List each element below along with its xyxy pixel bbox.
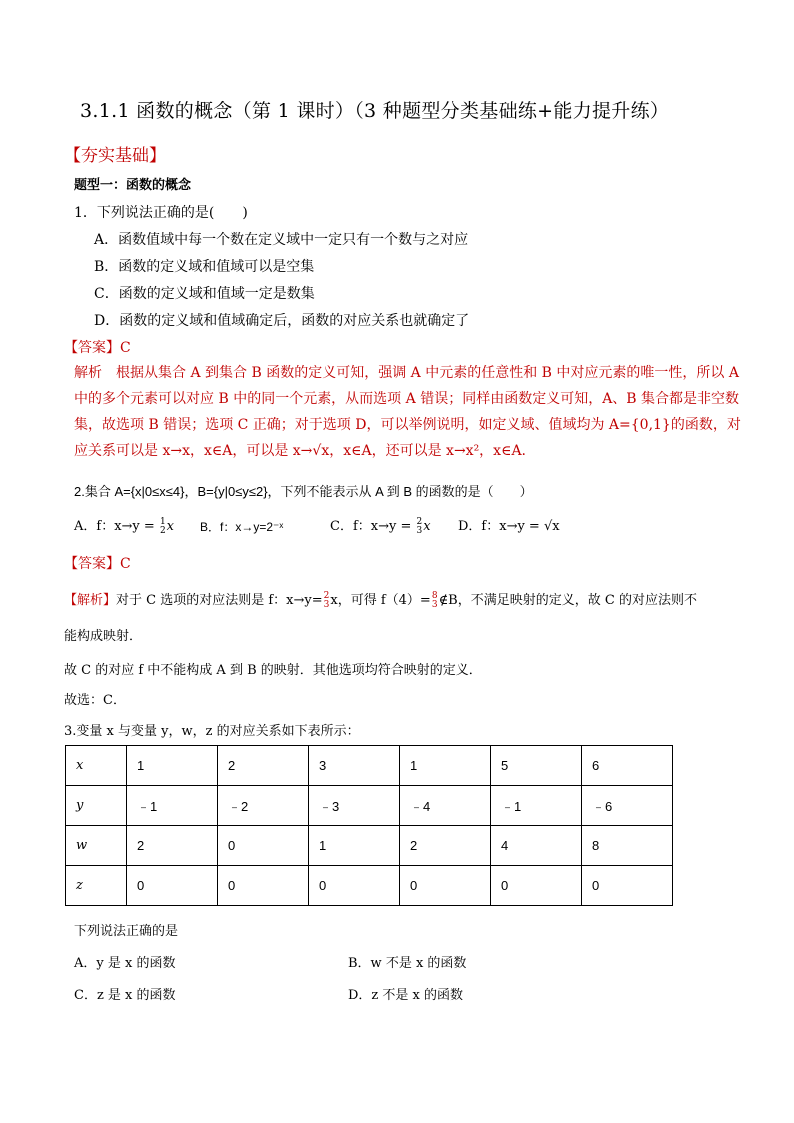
q2-answer: 【答案】C	[64, 556, 131, 572]
table-cell: 2	[400, 826, 491, 866]
q1-option-d: D．函数的定义域和值域确定后，函数的对应关系也就确定了	[94, 313, 470, 329]
table-cell: w	[66, 826, 127, 866]
q2-option-c	[330, 515, 431, 536]
q3-option-b: B．w 不是 x 的函数	[348, 956, 467, 971]
table-cell: ﹣2	[218, 786, 309, 826]
table-row	[66, 826, 673, 866]
table-cell: ﹣1	[491, 786, 582, 826]
q1-explanation-line: 中的多个元素可以对应 B 中的同一个元素，从而选项 A 错误；同样由函数定义可知，A、B 集合都是非空数	[74, 391, 740, 407]
q1-stem: 1．下列说法正确的是( )	[74, 205, 248, 221]
table-cell: 0	[491, 866, 582, 906]
table-cell: 5	[491, 746, 582, 786]
explanation-text: 对于 C 选项的对应法则是 f：x→y=	[116, 593, 323, 608]
table-cell: 2	[127, 826, 218, 866]
q2-explanation-line3: 故 C 的对应 f 中不能构成 A 到 B 的映射．其他选项均符合映射的定义．	[64, 663, 482, 678]
table-cell: 0	[400, 866, 491, 906]
q3-option-d: D．z 不是 x 的函数	[348, 988, 464, 1003]
q1-explanation-line: 集，故选项 B 错误；选项 C 正确；对于选项 D，可以举例说明，如定义域、值域均为 A={0,1}的函数，对	[74, 417, 741, 433]
numerator: 1	[159, 516, 166, 527]
table-cell: 3	[309, 746, 400, 786]
denominator: 2	[159, 525, 166, 536]
q1-answer: 【答案】C	[64, 340, 131, 356]
q2-explanation-line4: 故选：C．	[64, 693, 126, 708]
table-cell: 0	[218, 826, 309, 866]
q2-option-b: B．f：x→y=2⁻ˣ	[200, 520, 284, 534]
table-cell: 4	[491, 826, 582, 866]
q2-stem: 2.集合 A={x|0≤x≤4}，B={y|0≤y≤2}，下列不能表示从 A 到 B 的函数的是（ ）	[74, 484, 533, 499]
page-title: 3.1.1 函数的概念（第 1 课时）（3 种题型分类基础练+能力提升练）	[80, 100, 670, 122]
q1-option-a: A．函数值域中每一个数在定义域中一定只有一个数与之对应	[94, 232, 469, 248]
table-cell: z	[66, 866, 127, 906]
explanation-text: x，可得 f（4）=	[330, 593, 431, 608]
explanation-label: 【解析】	[64, 593, 117, 608]
q2-option-c-label: C．f：x→y =	[330, 519, 412, 534]
table-cell: 0	[309, 866, 400, 906]
table-cell: ﹣1	[127, 786, 218, 826]
q3-option-a: A．y 是 x 的函数	[74, 956, 176, 971]
fraction	[432, 592, 438, 610]
variable: x	[166, 519, 175, 534]
q3-option-c: C．z 是 x 的函数	[74, 988, 176, 1003]
fraction	[160, 518, 166, 536]
table-cell: 8	[582, 826, 673, 866]
denominator: 3	[323, 599, 330, 610]
q2-option-d: D．f：x→y = √x	[458, 519, 560, 534]
table-cell: 1	[309, 826, 400, 866]
table-cell: 1	[127, 746, 218, 786]
table-cell: 0	[218, 866, 309, 906]
table-cell: ﹣4	[400, 786, 491, 826]
question-type-heading: 题型一：函数的概念	[74, 178, 192, 193]
table-cell: x	[66, 746, 127, 786]
q2-explanation-line1	[64, 589, 697, 610]
denominator: 3	[431, 599, 438, 610]
q2-explanation-line2: 能构成映射．	[64, 629, 143, 644]
q3-prompt: 下列说法正确的是	[74, 924, 179, 939]
table-cell: 2	[218, 746, 309, 786]
table-row	[66, 786, 673, 826]
table-cell: 1	[400, 746, 491, 786]
q1-option-c: C．函数的定义域和值域一定是数集	[94, 286, 315, 302]
q1-option-b: B．函数的定义域和值域可以是空集	[94, 259, 315, 275]
q2-option-a	[74, 515, 174, 536]
table-row	[66, 866, 673, 906]
numerator: 2	[323, 590, 330, 601]
q3-stem: 3.变量 x 与变量 y，w，z 的对应关系如下表所示：	[64, 724, 360, 739]
section-heading: 【夯实基础】	[64, 146, 166, 166]
table-cell: 6	[582, 746, 673, 786]
correspondence-table	[65, 745, 673, 906]
table-row	[66, 746, 673, 786]
fraction	[324, 592, 330, 610]
q1-explanation-line: 应关系可以是 x→x，x∈A，可以是 x→√x，x∈A，还可以是 x→x²，x∈A.	[74, 443, 527, 459]
explanation-text: ∉B，不满足映射的定义，故 C 的对应法则不	[438, 593, 697, 608]
table-cell: ﹣3	[309, 786, 400, 826]
numerator: 2	[416, 516, 423, 527]
numerator: 8	[431, 590, 438, 601]
variable: x	[423, 519, 431, 534]
fraction	[417, 518, 423, 536]
denominator: 3	[416, 525, 423, 536]
table-cell: 0	[127, 866, 218, 906]
table-cell: y	[66, 786, 127, 826]
table-cell: 0	[582, 866, 673, 906]
table-cell: ﹣6	[582, 786, 673, 826]
q1-explanation-line: 解析 根据从集合 A 到集合 B 函数的定义可知，强调 A 中元素的任意性和 B 中对应元素的唯一性，所以 A	[74, 365, 739, 381]
q2-option-a-label: A．f：x→y =	[74, 519, 155, 534]
